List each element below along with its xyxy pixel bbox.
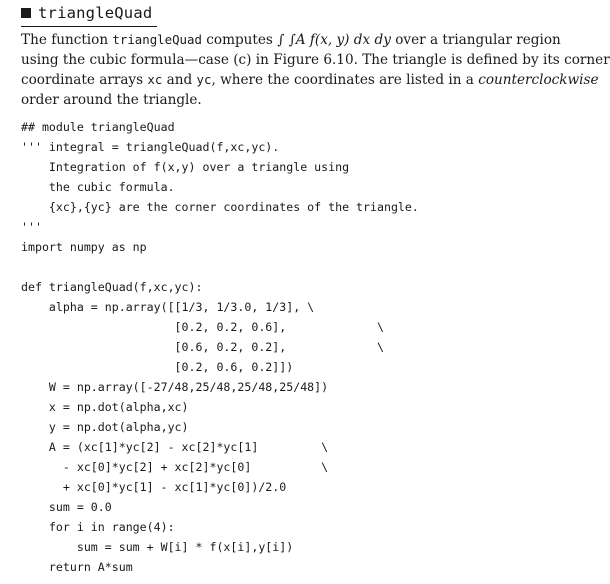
prose-text: coordinate arrays [21,72,148,88]
prose-line-1 [21,30,566,50]
variable-yc: yc [196,72,212,87]
code-listing [21,117,566,577]
code-line: x = np.dot(alpha,xc) [21,400,189,414]
emphasis-counterclockwise: counterclockwise [478,72,599,88]
code-line: def triangleQuad(f,xc,yc): [21,280,203,294]
prose-text: computes [201,32,278,48]
code-line: ''' integral = triangleQuad(f,xc,yc). [21,140,280,154]
code-line: sum = sum + W[i] * f(x[i],y[i]) [21,540,294,554]
code-line: ## module triangleQuad [21,120,175,134]
code-line: [0.2, 0.6, 0.2]]) [21,360,294,374]
code-line: ''' [21,220,42,234]
prose-text: , where the coordinates are listed in a [211,72,479,88]
prose-line-4: order around the triangle. [21,92,202,108]
code-line: - xc[0]*yc[2] + xc[2]*yc[0] \ [21,460,329,474]
code-line: y = np.dot(alpha,yc) [21,420,189,434]
code-line: the cubic formula. [21,180,175,194]
code-line: for i in range(4): [21,520,175,534]
description-paragraph [21,30,610,110]
code-line: Integration of f(x,y) over a triangle using [21,160,350,174]
section-heading [21,2,152,24]
code-line [21,257,566,277]
code-line: sum = 0.0 [21,500,112,514]
code-line: {xc},{yc} are the corner coordinates of the triangle. [21,200,419,214]
bullet-square-icon [21,8,31,18]
prose-text: The function [21,32,113,48]
code-line: W = np.array([-27/48,25/48,25/48,25/48]) [21,380,329,394]
prose-line-3 [21,70,599,90]
integral-expression: ∫ ∫A f(x, y) dx dy [277,32,391,48]
code-line: import numpy as np [21,240,147,254]
prose-text: and [162,72,197,88]
code-line: [0.6, 0.2, 0.2], \ [21,340,384,354]
function-name: triangleQuad [112,32,202,47]
prose-line-2: using the cubic formula—case (c) in Figure 6.10. The triangle is defined by its corner [21,52,610,68]
heading-underline [21,26,157,27]
code-line: A = (xc[1]*yc[2] - xc[2]*yc[1] \ [21,440,329,454]
section-title: triangleQuad [38,4,153,22]
code-line: [0.2, 0.2, 0.6], \ [21,320,384,334]
code-line: + xc[0]*yc[1] - xc[1]*yc[0])/2.0 [21,480,287,494]
variable-xc: xc [147,72,163,87]
code-line: return A*sum [21,560,133,574]
prose-text: over a triangular region [390,32,561,48]
code-line: alpha = np.array([[1/3, 1/3.0, 1/3], \ [21,300,315,314]
